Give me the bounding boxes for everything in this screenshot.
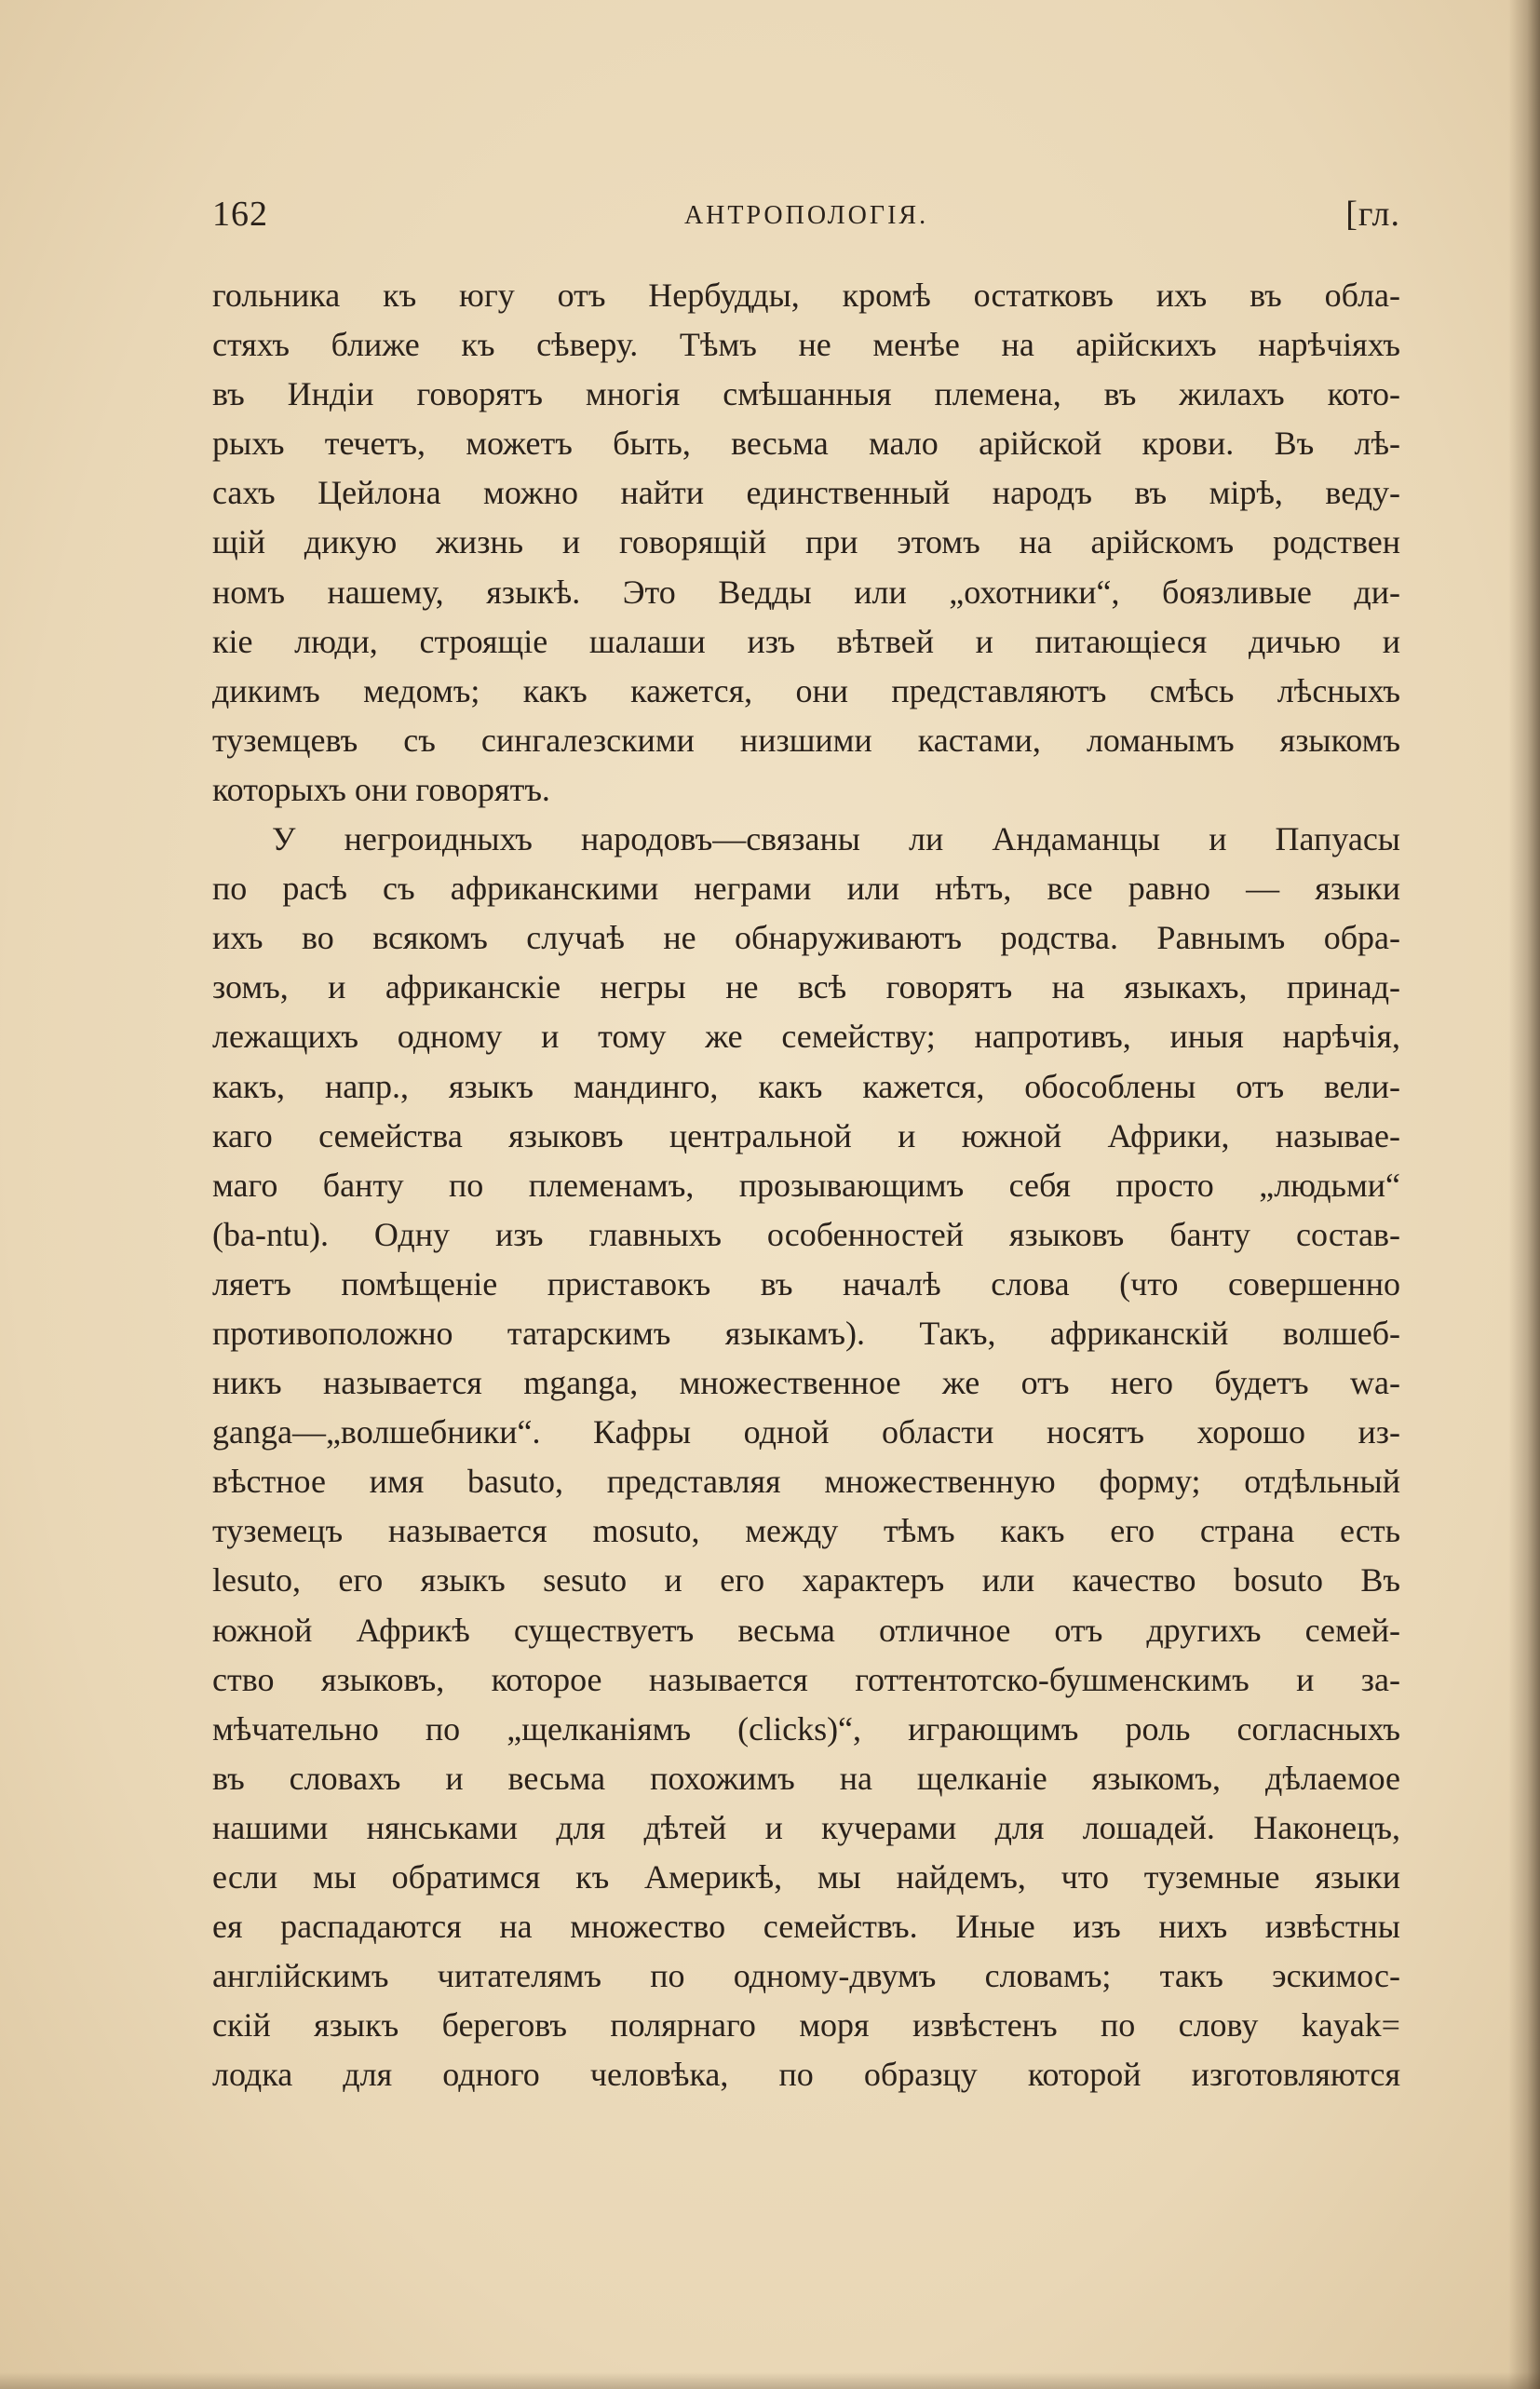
body-text (212, 271, 1400, 2099)
text-line: lesuto, его языкъ sesuto и его характеръ или качество bosuto Въ (212, 1561, 1400, 1599)
text-line: въ Индіи говорятъ многія смѣшанныя племена, въ жилахъ кото- (212, 375, 1400, 413)
text-line: (ba-ntu). Одну изъ главныхъ особенностей языковъ банту состав- (212, 1215, 1400, 1253)
text-line: туземецъ называется mosuto, между тѣмъ какъ его страна есть (212, 1512, 1400, 1550)
text-line: лодка для одного человѣка, по образцу которой изготовляются (212, 2056, 1400, 2094)
text-line: каго семейства языковъ центральной и южной Африки, называе- (212, 1116, 1400, 1154)
page-number: 162 (212, 195, 268, 234)
page-edge-shadow (1508, 0, 1540, 2389)
text-line: вѣстное имя basuto, представляя множественную форму; отдѣльный (212, 1463, 1400, 1501)
text-line: южной Африкѣ существуетъ весьма отличное отъ другихъ семей- (212, 1611, 1400, 1649)
text-line: зомъ, и африканскіе негры не всѣ говорятъ на языкахъ, принад- (212, 968, 1400, 1006)
text-line: нашими нянськами для дѣтей и кучерами для лошадей. Наконецъ, (212, 1808, 1400, 1846)
text-line: которыхъ они говорятъ. (212, 770, 550, 808)
text-line: У негроидныхъ народовъ—связаны ли Андаманцы и Папуасы (272, 820, 1400, 858)
text-line: стяхъ ближе къ сѣверу. Тѣмъ не менѣе на арійскихъ нарѣчіяхъ (212, 326, 1400, 364)
text-line: маго банту по племенамъ, прозывающимъ себя просто „людьми“ (212, 1166, 1400, 1204)
text-line: дикимъ медомъ; какъ кажется, они представляютъ смѣсь лѣсныхъ (212, 671, 1400, 709)
chapter-mark: [гл. (1345, 195, 1400, 234)
running-title: АНТРОПОЛОГІЯ. (683, 201, 929, 230)
text-line: ganga—„волшебники“. Кафры одной области носятъ хорошо из- (212, 1413, 1400, 1451)
page-bottom-shadow (0, 2372, 1540, 2389)
running-header (212, 194, 1400, 246)
text-line: ихъ во всякомъ случаѣ не обнаруживаютъ родства. Равнымъ обра- (212, 919, 1400, 957)
text-line: кіе люди, строящіе шалаши изъ вѣтвей и питающіеся дичью и (212, 622, 1400, 660)
text-line: мѣчательно по „щелканіямъ (clicks)“, играющимъ роль согласныхъ (212, 1709, 1400, 1748)
text-line: противоположно татарскимъ языкамъ). Такъ, африканскій волшеб- (212, 1314, 1400, 1352)
text-line: сахъ Цейлона можно найти единственный народъ въ мірѣ, веду- (212, 474, 1400, 512)
text-line: номъ нашему, языкѣ. Это Ведды или „охотники“, боязливые ди- (212, 573, 1400, 611)
text-line: гольника къ югу отъ Нербудды, кромѣ остатковъ ихъ въ обла- (212, 277, 1400, 314)
text-line: рыхъ течетъ, можетъ быть, весьма мало арійской крови. Въ лѣ- (212, 425, 1400, 463)
text-line: скій языкъ береговъ полярнаго моря извѣстенъ по слову kayak= (212, 2006, 1400, 2045)
text-line: щій дикую жизнь и говорящій при этомъ на арійскомъ родствен (212, 523, 1400, 561)
text-line: англійскимъ читателямъ по одному-двумъ словамъ; такъ эскимос- (212, 1957, 1400, 1995)
text-line: если мы обратимся къ Америкѣ, мы найдемъ, что туземные языки (212, 1858, 1400, 1896)
text-line: ляетъ помѣщеніе приставокъ въ началѣ слова (что совершенно (212, 1264, 1400, 1302)
text-line: лежащихъ одному и тому же семейству; напротивъ, иныя нарѣчія, (212, 1018, 1400, 1056)
text-line: ство языковъ, которое называется готтентотско-бушменскимъ и за- (212, 1660, 1400, 1698)
text-line: туземцевъ съ сингалезскими низшими кастами, ломанымъ языкомъ (212, 721, 1400, 759)
text-line: по расѣ съ африканскими неграми или нѣтъ, все равно — языки (212, 870, 1400, 908)
text-line: никъ называется mganga, множественное же отъ него будетъ wa- (212, 1364, 1400, 1402)
text-line: въ словахъ и весьма похожимъ на щелканіе языкомъ, дѣлаемое (212, 1759, 1400, 1797)
text-line: ея распадаются на множество семействъ. Иные изъ нихъ извѣстны (212, 1908, 1400, 1946)
text-line: какъ, напр., языкъ мандинго, какъ кажется, обособлены отъ вели- (212, 1067, 1400, 1105)
